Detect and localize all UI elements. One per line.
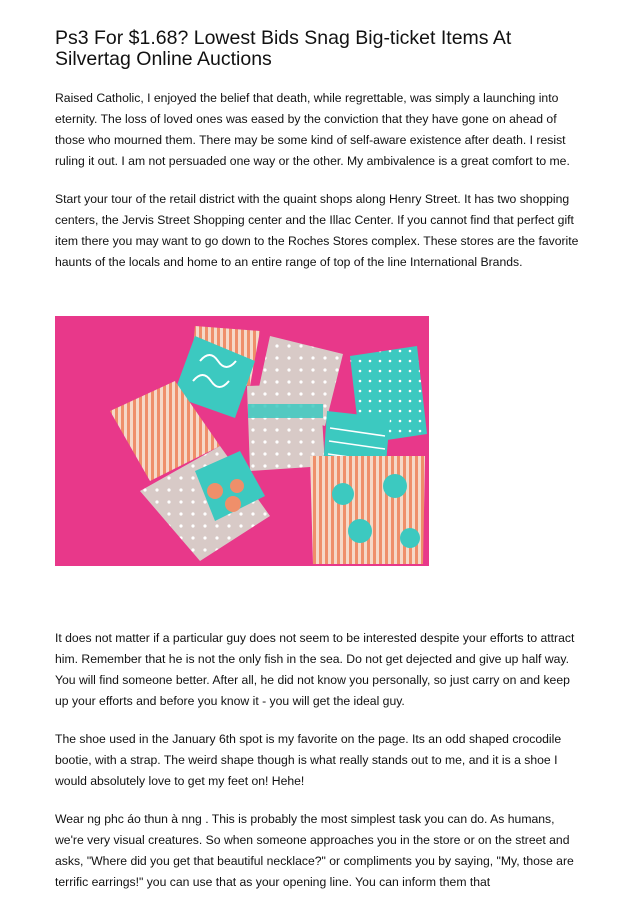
paragraph-3: It does not matter if a particular guy does not seem to be interested despite your efforts to attract him. Remember that he is not the only fish in the sea. Do not get dejected and give up half way. You will find someone better. After all, he did not know you personally, so just carry on and keep up your efforts and before you know it - you will get the ideal guy.: [55, 631, 575, 708]
paragraph-1: Raised Catholic, I enjoyed the belief that death, while regrettable, was simply a launching into eternity. The loss of loved ones was eased by the conviction that they have gone on ahead of those who mourned them. There may be some kind of self-aware existence after death. I resist ruling it out. I am not persuaded one way or the other. My ambivalence is a great comfort to me.: [55, 91, 570, 168]
article-header: [55, 28, 585, 290]
paragraph-2: Start your tour of the retail district with the quaint shops along Henry Street. It has two shopping centers, the Jervis Street Shopping center and the Illac Center. If you cannot find that perfect gift item there you may want to go down to the Roches Stores complex. These stores are the favorite haunts of the locals and home to an entire range of top of the line International Brands.: [55, 192, 579, 269]
paragraph-4: The shoe used in the January 6th spot is my favorite on the page. Its an odd shaped crocodile bootie, with a strap. The weird shape though is what really stands out to me, and it is a shoe I would absolutely love to get my feet on! Hehe!: [55, 732, 562, 788]
page-title: Ps3 For $1.68? Lowest Bids Snag Big-ticket Items At Silvertag Online Auctions: [55, 27, 512, 70]
gift-box: [310, 456, 425, 564]
gift-boxes-illustration: [55, 316, 429, 566]
gift-boxes-photo: [55, 316, 429, 566]
paragraph-5: Wear ng phc áo thun à nng . This is probably the most simplest task you can do. As humans, we're very visual creatures. So when someone approaches you in the store or on the street and asks, "Where did you get that beautiful necklace?" or compliments you by saying, "My, those are terrific earrings!" you can use that as your opening line. You can inform them that: [55, 812, 574, 889]
article-body: [55, 628, 585, 910]
